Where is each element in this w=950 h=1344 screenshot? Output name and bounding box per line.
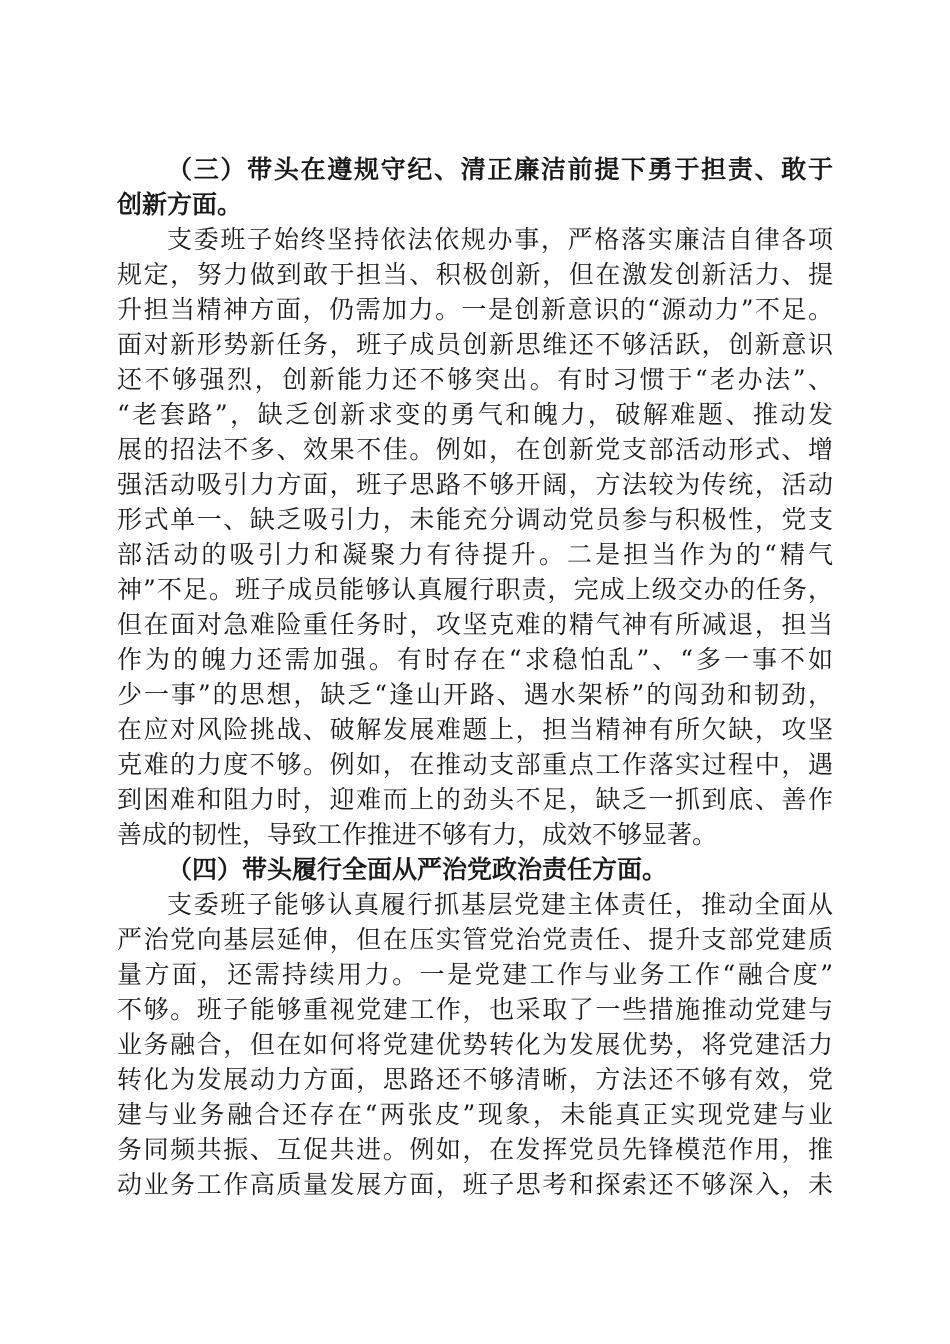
- section-heading-4: （四）带头履行全面从严治党政治责任方面。: [167, 855, 668, 884]
- paragraph-line: 支委班子始终坚持依法依规办事，严格落实廉洁自律各项: [167, 225, 833, 254]
- paragraph-line: 规定，努力做到敢于担当、积极创新，但在激发创新活力、提: [117, 260, 833, 289]
- paragraph-line: 动业务工作高质量发展方面，班子思考和探索还不够深入，未: [117, 1170, 833, 1199]
- paragraph-line: 善成的韧性，导致工作推进不够有力，成效不够显著。: [117, 820, 718, 849]
- paragraph-line: 转化为发展动力方面，思路还不够清晰，方法还不够有效，党: [117, 1065, 833, 1094]
- paragraph-line: 强活动吸引力方面，班子思路不够开阔，方法较为传统，活动: [117, 470, 833, 499]
- paragraph-line: 业务融合，但在如何将党建优势转化为发展优势，将党建活力: [117, 1030, 833, 1059]
- paragraph-line: 但在面对急难险重任务时，攻坚克难的精气神有所减退，担当: [117, 610, 833, 639]
- paragraph-line: 量方面，还需持续用力。一是党建工作与业务工作“融合度”: [117, 960, 833, 989]
- paragraph-line: 部活动的吸引力和凝聚力有待提升。二是担当作为的“精气: [117, 540, 833, 569]
- paragraph-line: “老套路”，缺乏创新求变的勇气和魄力，破解难题、推动发: [117, 400, 833, 429]
- paragraph-line: 严治党向基层延伸，但在压实管党治党责任、提升支部党建质: [117, 925, 833, 954]
- paragraph-line: 不够。班子能够重视党建工作，也采取了一些措施推动党建与: [117, 995, 833, 1024]
- paragraph-line: 展的招法不多、效果不佳。例如，在创新党支部活动形式、增: [117, 435, 833, 464]
- section-heading-3-cont: 创新方面。: [117, 190, 243, 219]
- paragraph-line: 建与业务融合还存在“两张皮”现象，未能真正实现党建与业: [117, 1100, 833, 1129]
- paragraph-line: 面对新形势新任务，班子成员创新思维还不够活跃，创新意识: [117, 330, 833, 359]
- paragraph-line: 克难的力度不够。例如，在推动支部重点工作落实过程中，遇: [117, 750, 833, 779]
- paragraph-line: 形式单一、缺乏吸引力，未能充分调动党员参与积极性，党支: [117, 505, 833, 534]
- paragraph-line: 神”不足。班子成员能够认真履行职责，完成上级交办的任务，: [117, 575, 833, 604]
- paragraph-line: 到困难和阻力时，迎难而上的劲头不足，缺乏一抓到底、善作: [117, 785, 833, 814]
- paragraph-line: 还不够强烈，创新能力还不够突出。有时习惯于“老办法”、: [117, 365, 833, 394]
- paragraph-line: 少一事”的思想，缺乏“逢山开路、遇水架桥”的闯劲和韧劲，: [117, 680, 833, 709]
- paragraph-line: 支委班子能够认真履行抓基层党建主体责任，推动全面从: [167, 890, 833, 919]
- paragraph-line: 作为的魄力还需加强。有时存在“求稳怕乱”、“多一事不如: [117, 645, 833, 674]
- paragraph-line: 升担当精神方面，仍需加力。一是创新意识的“源动力”不足。: [117, 295, 833, 324]
- paragraph-line: 务同频共振、互促共进。例如，在发挥党员先锋模范作用，推: [117, 1135, 833, 1164]
- section-heading-3: （三）带头在遵规守纪、清正廉洁前提下勇于担责、敢于: [167, 155, 833, 184]
- paragraph-line: 在应对风险挑战、破解发展难题上，担当精神有所欠缺，攻坚: [117, 715, 833, 744]
